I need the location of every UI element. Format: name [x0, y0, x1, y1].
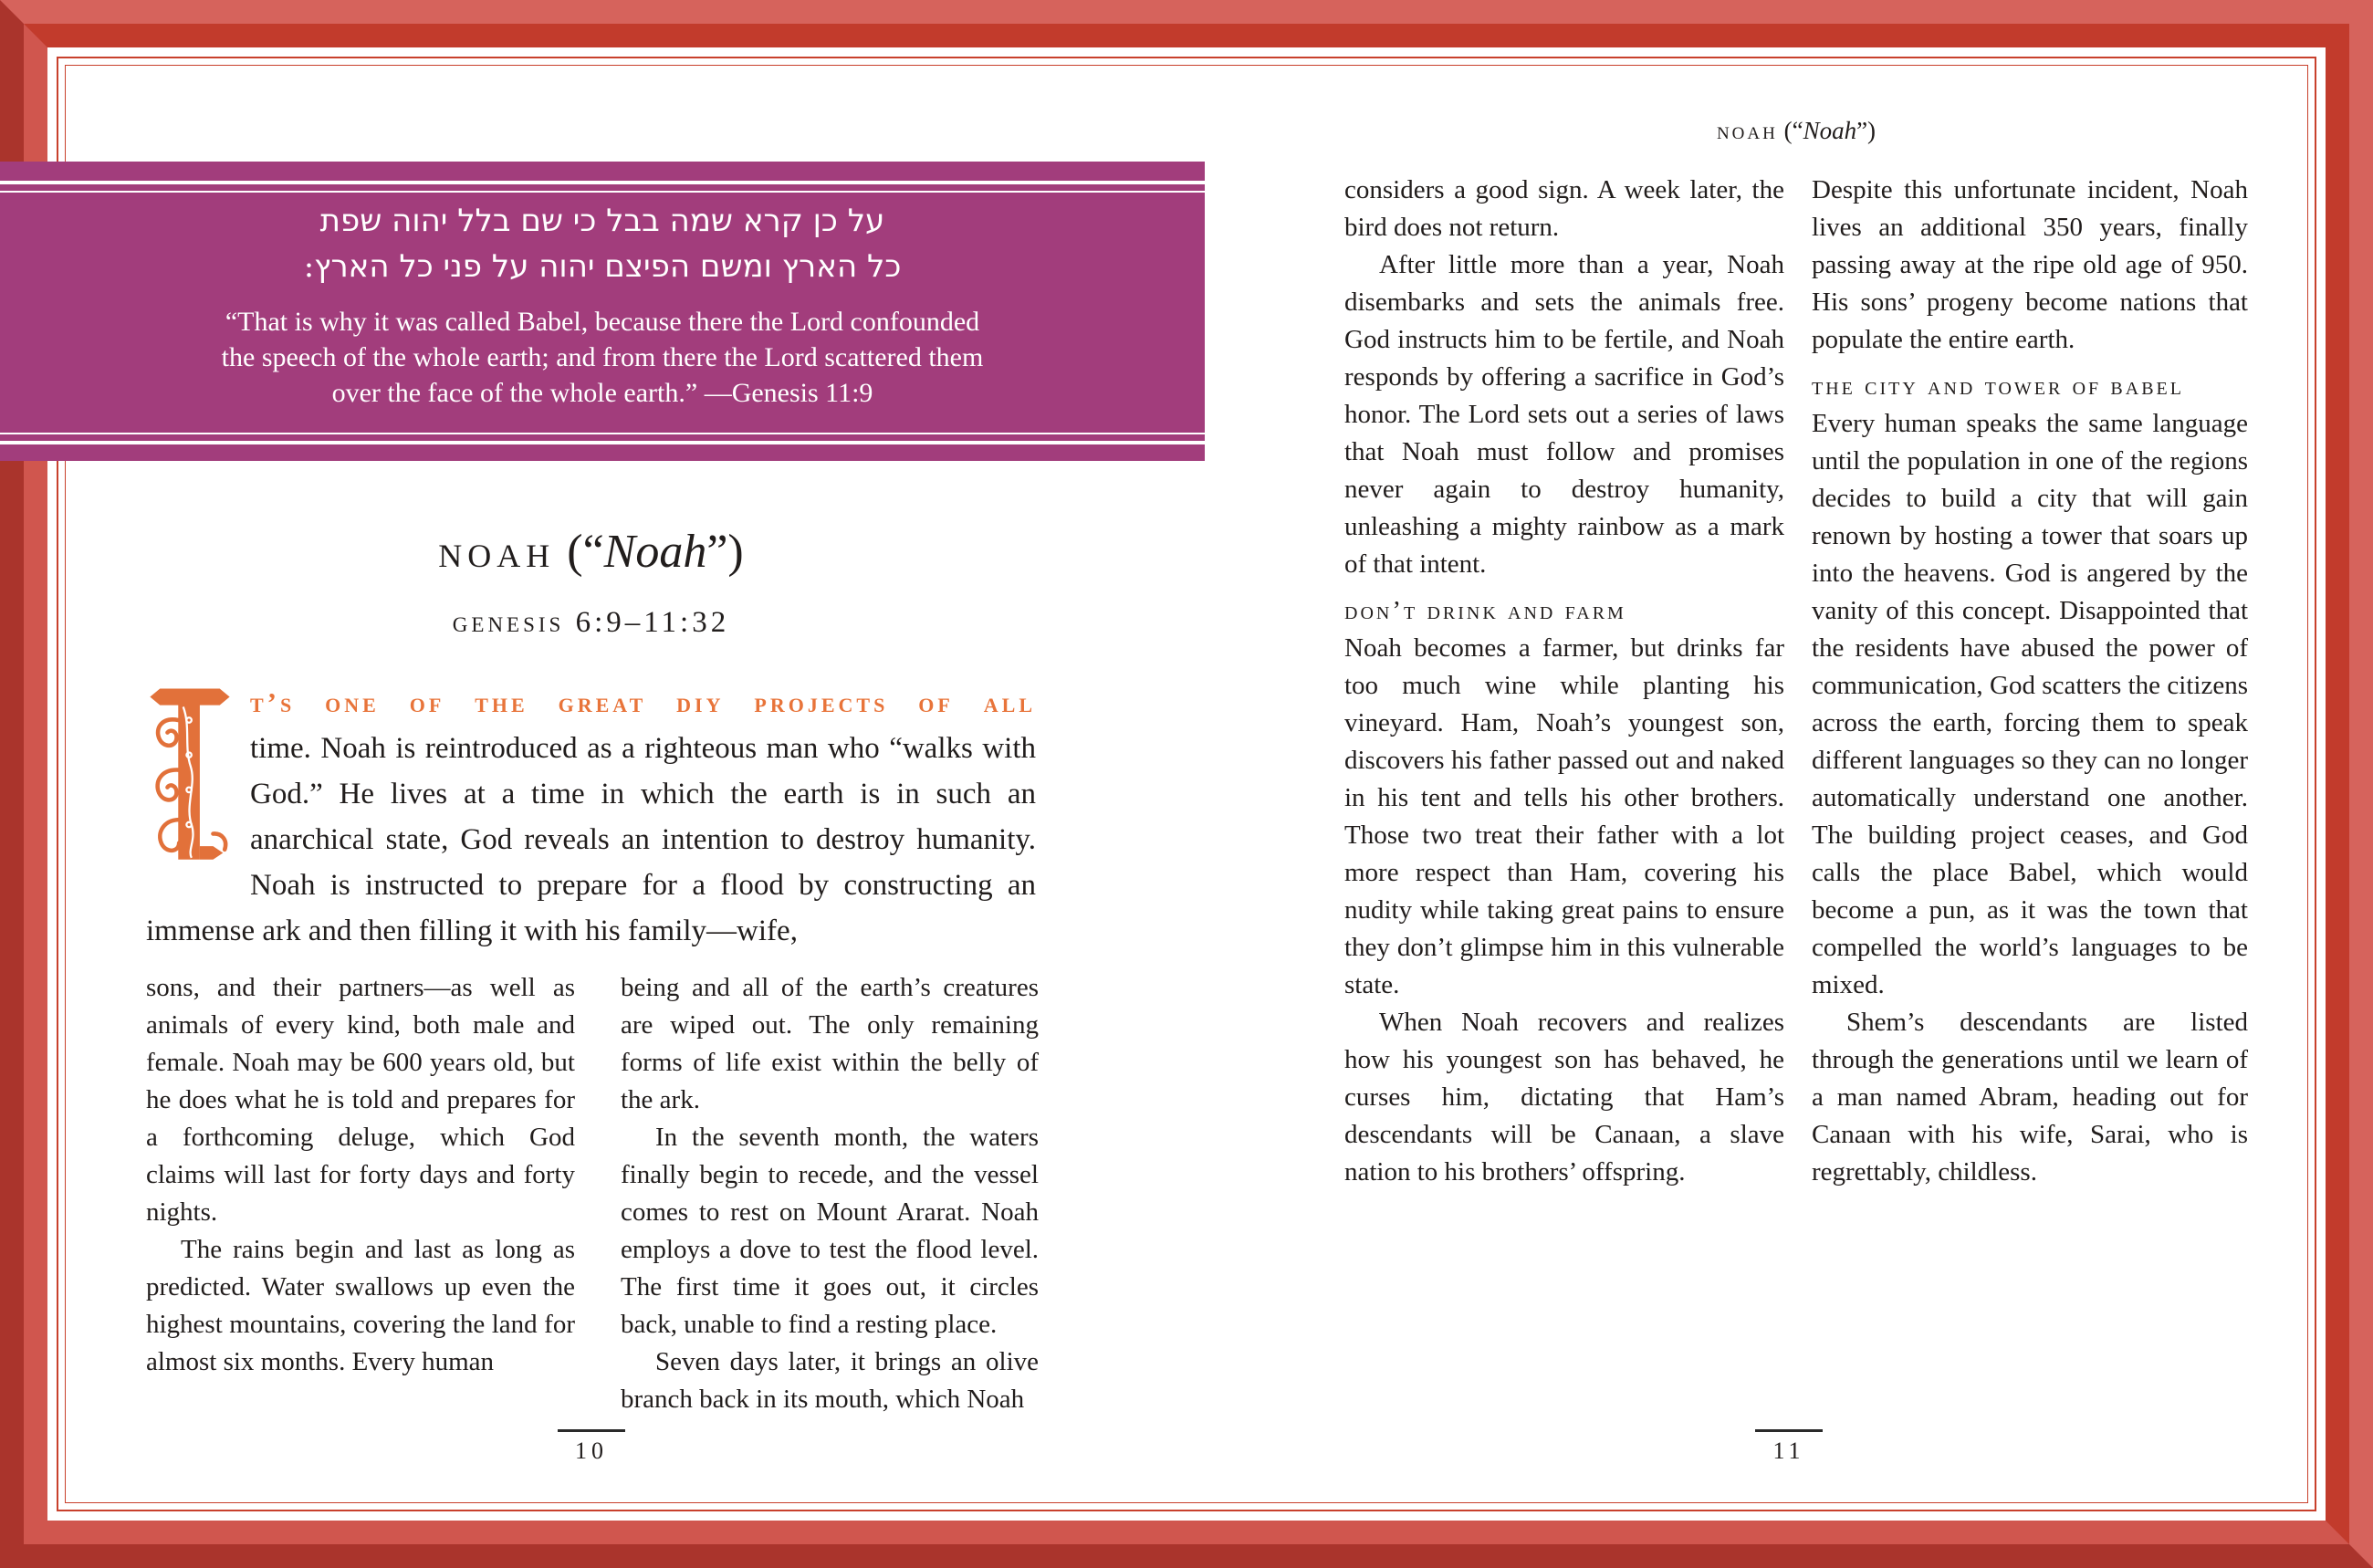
- running-header-paren-word: Noah: [1803, 117, 1857, 144]
- body-paragraph: sons, and their partners—as well as animals of every kind, both male and female. Noah may be 600 years old, but he does what he is told and prepares for a forthcoming deluge, which God claims will last for forty days and forty nights.: [146, 973, 575, 1227]
- title-paren-word: Noah: [603, 526, 707, 578]
- title-paren-open: (“: [567, 526, 604, 578]
- section-heading: the city and tower of babel: [1812, 371, 2184, 401]
- body-paragraph: Seven days later, it brings an olive branch back in its mouth, which Noah: [621, 1347, 1039, 1414]
- right-page-footer: [1698, 1429, 1880, 1465]
- banner-rule: [0, 191, 1205, 193]
- chapter-title-name: noah: [438, 526, 556, 578]
- chapter-subtitle: genesis 6:9–11:32: [452, 606, 730, 639]
- body-paragraph: When Noah recovers and realizes how his youngest son has behaved, he curses him, dictating that Ham’s descendants will be Canaan, a slave nation to his brothers’ offspring.: [1344, 1008, 1784, 1186]
- banner-rule: [0, 433, 1205, 434]
- ornamental-dropcap-I-icon: [146, 684, 234, 866]
- body-paragraph: being and all of the earth’s creatures are wiped out. The only remaining forms of life exist within the belly of the ark.: [621, 973, 1039, 1114]
- hebrew-verse: [0, 198, 1205, 289]
- verse-line: over the face of the whole earth.” —Genesis 11:9: [331, 378, 873, 408]
- verse-line: “That is why it was called Babel, because there the Lord confounded: [225, 307, 980, 337]
- body-paragraph: Despite this unfortunate incident, Noah lives an additional 350 years, finally passing away at the ripe old age of 950. His sons’ progeny become nations that populate the entire earth.: [1812, 175, 2248, 354]
- section-heading: don’t drink and farm: [1344, 596, 1626, 625]
- body-paragraph: After little more than a year, Noah disembarks and sets the animals free. God instructs him to be fertile, and Noah responds by offering a sacrifice in God’s honor. The Lord sets out a series of laws that Noah must follow and promises never again to destroy humanity, unleashing a mighty rainbow as a mark of that intent.: [1344, 250, 1784, 579]
- page-number: 10: [575, 1437, 608, 1464]
- left-page-footer: [500, 1429, 683, 1465]
- body-paragraph: The rains begin and last as long as predicted. Water swallows up even the highest mountains, covering the land for almost six months. Every human: [146, 1235, 575, 1376]
- body-paragraph: Noah becomes a farmer, but drinks far too much wine while planting his vineyard. Ham, Noah’s youngest son, discovers his father passed out and naked in his tent and tells his other brothers. Those two treat their father with a lot more respect than Ham, covering his nudity while taking great pains to ensure they don’t glimpse him in this vulnerable state.: [1344, 633, 1784, 999]
- verse-line: the speech of the whole earth; and from there the Lord scattered them: [221, 342, 984, 372]
- running-header-name: noah: [1716, 117, 1778, 144]
- scripture-banner: [0, 162, 1205, 461]
- chapter-title: [146, 525, 1036, 579]
- hebrew-line: כל הארץ ומשם הפיצם יהוה על פני כל הארץ:: [303, 248, 902, 285]
- body-paragraph: Shem’s descendants are listed through the generations until we learn of a man named Abram, heading out for Canaan with his wife, Sarai, who is regrettably, childless.: [1812, 1008, 2248, 1186]
- left-page-column-1: [146, 969, 575, 1381]
- intro-block: [146, 680, 1036, 954]
- page-number: 11: [1772, 1437, 1805, 1464]
- footer-rule: [558, 1429, 625, 1432]
- left-page-column-2: [621, 969, 1039, 1418]
- title-paren-close: ”): [706, 526, 744, 578]
- footer-rule: [1755, 1429, 1823, 1432]
- body-paragraph: Every human speaks the same language until the population in one of the regions decides to build a city that will gain renown by hosting a tower that soars up into the heavens. God is angered by the vanity of this concept. Disappointed that the residents have abused the power of communication, God scatters the citizens across the earth, forcing them to speak different languages so they can no longer automatically understand one another. The building project ceases, and God calls the place Babel, which would become a pun, as it was the town that compelled the world’s languages to be mixed.: [1812, 409, 2248, 999]
- right-page-column-2: [1812, 172, 2248, 1191]
- body-paragraph: In the seventh month, the waters finally begin to recede, and the vessel comes to rest on Mount Ararat. Noah employs a dove to test the flood level. The first time it goes out, it circles back, unable to find a resting place.: [621, 1123, 1039, 1339]
- lead-smallcaps-line: t’s one of the great diy projects of all: [250, 686, 1036, 718]
- body-paragraph: considers a good sign. A week later, the bird does not return.: [1344, 175, 1784, 242]
- banner-rule: [0, 441, 1205, 444]
- intro-paragraph: time. Noah is reintroduced as a righteous man who “walks with God.” He lives at a time in which the earth is in such an anarchical state, God reveals an intention to destroy humanity. Noah is instructed to prepare for a flood by constructing an immense ark and then filling it with his family—wife,: [146, 732, 1036, 947]
- hebrew-line: על כן קרא שמה בבל כי שם בלל יהוה שפת: [319, 203, 885, 239]
- running-header: [1344, 117, 2248, 145]
- running-header-paren-open: (“: [1783, 117, 1803, 144]
- english-verse: [0, 304, 1205, 411]
- banner-rule: [0, 181, 1205, 184]
- running-header-paren-close: ”): [1856, 117, 1876, 144]
- right-page-column-1: [1344, 172, 1784, 1191]
